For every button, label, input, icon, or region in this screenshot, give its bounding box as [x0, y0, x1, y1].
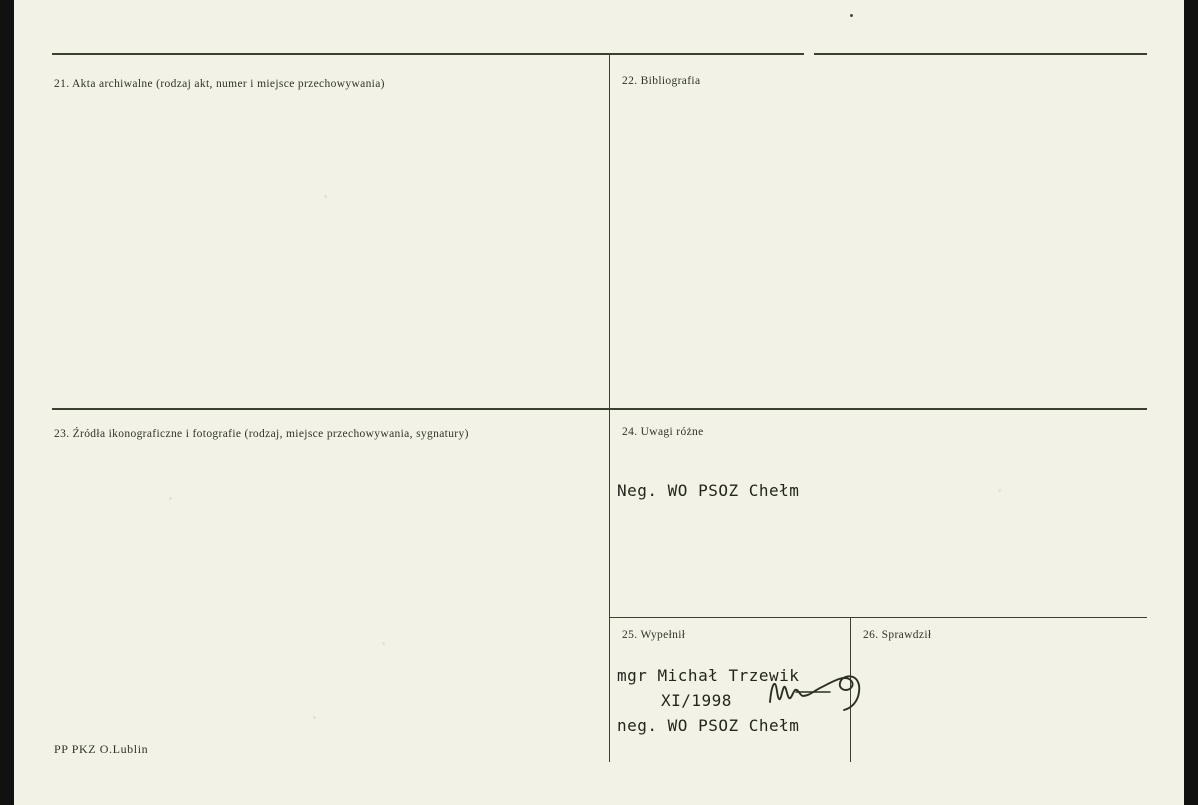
- field-value-24: Neg. WO PSOZ Chełm: [617, 481, 800, 500]
- printer-mark: PP PKZ O.Lublin: [54, 742, 149, 756]
- rule-vertical-upper: [609, 54, 610, 408]
- field-label-22: 22. Bibliografia: [622, 75, 701, 87]
- rule-middle: [52, 408, 1147, 410]
- field-label-25: 25. Wypełnił: [622, 629, 686, 641]
- field-label-26: 26. Sprawdził: [863, 629, 932, 641]
- field-value-25-line-3: neg. WO PSOZ Chełm: [617, 716, 800, 735]
- paper-speck: [324, 195, 327, 198]
- record-card: [14, 0, 1184, 805]
- paper-speck: [382, 642, 385, 645]
- field-value-25-line-1: mgr Michał Trzewik: [617, 666, 800, 685]
- rule-vertical-lower: [609, 410, 610, 762]
- ink-dot: [850, 14, 853, 17]
- handwritten-signature: [766, 672, 876, 716]
- rule-top-right: [814, 53, 1147, 55]
- field-value-25-line-2: XI/1998: [661, 691, 732, 710]
- paper-speck: [169, 497, 172, 500]
- field-label-21: 21. Akta archiwalne (rodzaj akt, numer i miejsce przechowywania): [54, 78, 385, 90]
- rule-above-signature-boxes: [610, 617, 1147, 618]
- paper-speck: [998, 489, 1001, 492]
- rule-top-left: [52, 53, 804, 55]
- field-label-24: 24. Uwagi różne: [622, 426, 704, 438]
- field-label-23: 23. Źródła ikonograficzne i fotografie (rodzaj, miejsce przechowywania, sygnatury): [54, 428, 469, 440]
- scan-edge-left: [0, 0, 14, 805]
- paper-speck: [313, 716, 316, 719]
- scan-edge-right: [1184, 0, 1198, 805]
